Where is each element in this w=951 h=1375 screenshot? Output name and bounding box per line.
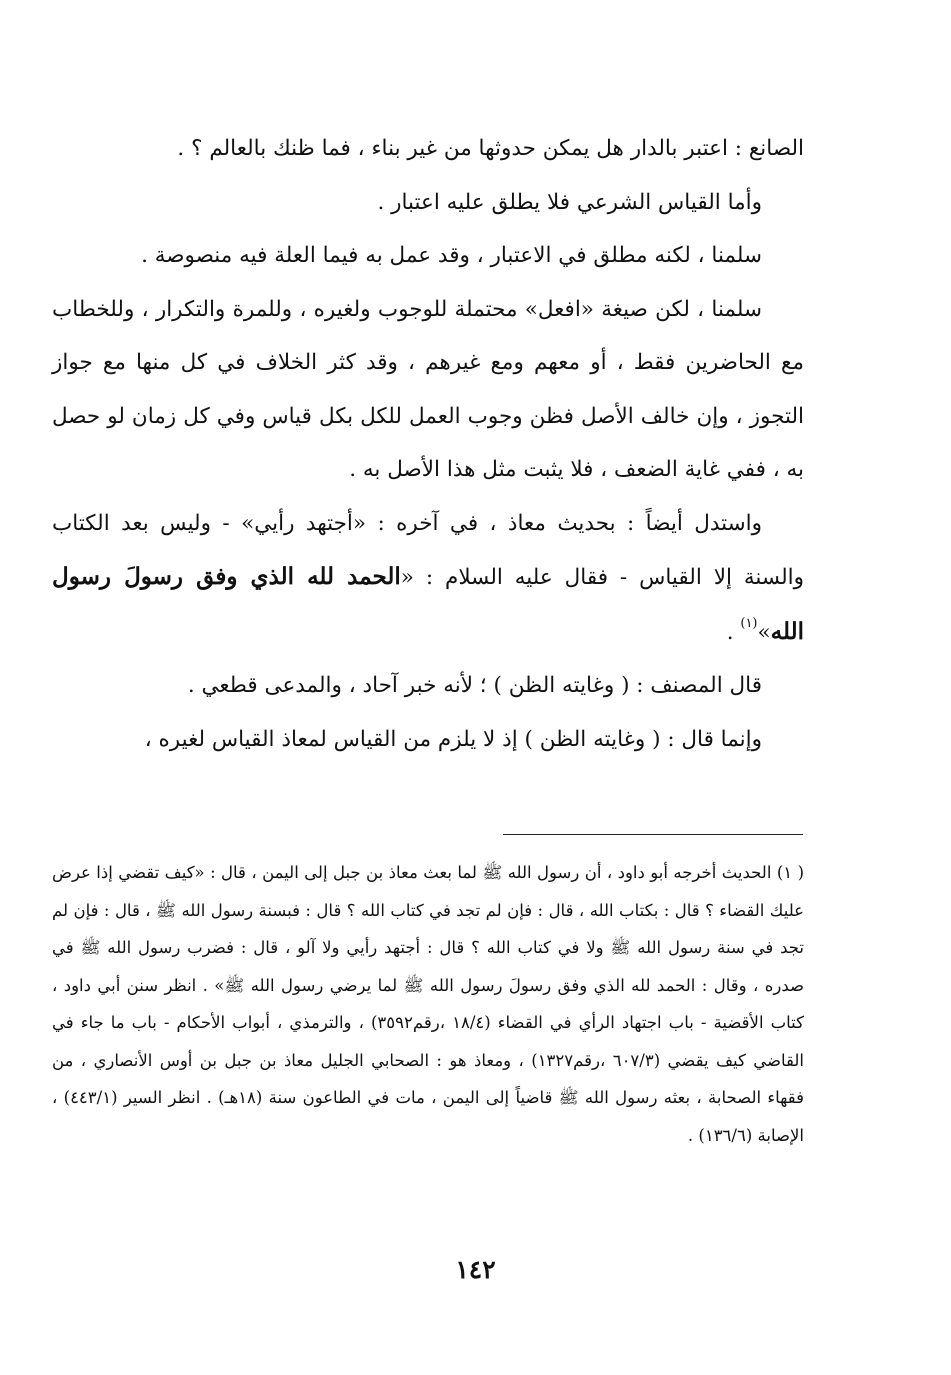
paragraph-2: وأما القياس الشرعي فلا يطلق عليه اعتبار . — [377, 189, 762, 215]
paragraph-3: سلمنا ، لكنه مطلق في الاعتبار ، وقد عمل به فيما العلة فيه منصوصة . — [141, 243, 762, 268]
paragraph-1: الصانع : اعتبر بالدار هل يمكن حدوثها من غير بناء ، فما ظنك بالعالم ؟ . — [177, 136, 804, 161]
page-number: ١٤٢ — [455, 1255, 496, 1284]
paragraph-4: سلمنا ، لكن صيغة «افعل» محتملة للوجوب ولغيره ، وللمرة والتكرار ، وللخطاب مع الحاضرين فقط ، أو معهم ومع غيرهم ، وقد كثر الخلاف في كل منها مع جواز التجوز ، وإن خالف الأصل فظن وجوب العمل للكل بكل قياس وفي كل زمان لو حصل به ، ففي غاية الضعف ، فلا يثبت مثل هذا الأصل به . — [52, 296, 804, 482]
paragraph-5 — [52, 497, 804, 660]
paragraph-7: وإنما قال : ( وغايته الظن ) إذ لا يلزم من القياس لمعاذ القياس لغيره ، — [144, 726, 762, 752]
paragraph-5-start: واستدل أيضاً : بحديث معاذ ، في آخره : «أجتهد رأيي» - وليس بعد الكتاب والسنة إلا القياس - فقال عليه السلام : « — [52, 510, 804, 590]
footnote-divider — [503, 834, 803, 835]
main-text — [52, 122, 804, 766]
paragraph-5-end: . — [726, 619, 741, 645]
quote-close: » — [757, 619, 771, 645]
footnote-marker[interactable]: (١) — [740, 615, 758, 631]
bold-quote: الحمد لله الذي وفق رسولَ رسول الله — [52, 563, 804, 645]
footnote-1: ( ١) الحديث أخرجه أبو داود ، أن رسول الله ﷺ لما بعث معاذ بن جبل إلى اليمن ، قال : «كيف تقضي إذا عرض عليك القضاء ؟ قال : بكتاب الله ، قال : فإن لم تجد في كتاب الله ؟ قال : فبسنة رسول الله ﷺ ، قال : فإن لم تجد في سنة رسول الله ﷺ ولا في كتاب الله ؟ قال : أجتهد رأيي ولا آلو ، قال : فضرب رسول الله ﷺ في صدره ، وقال : الحمد لله الذي وفق رسولَ رسول الله ﷺ لما يرضي رسول الله ﷺ» . انظر سنن أبي داود ، كتاب الأقضية - باب اجتهاد الرأي في القضاء (١٨/٤ ،رقم٣٥٩٢) ، والترمذي ، أبواب الأحكام - باب ما جاء في القاضي كيف يقضي (٦٠٧/٣ ،رقم١٣٢٧) ، ومعاذ هو : الصحابي الجليل معاذ بن جبل بن أوس الأنصاري ، من فقهاء الصحابة ، بعثه رسول الله ﷺ قاضياً إلى اليمن ، مات في الطاعون سنة (١٨هـ) . انظر السير (٤٤٣/١) ، الإصابة (١٣٦/٦) . — [52, 863, 805, 1145]
paragraph-6: قال المصنف : ( وغايته الظن ) ؛ لأنه خبر آحاد ، والمدعى قطعي . — [187, 673, 762, 698]
footnotes — [52, 854, 804, 1154]
